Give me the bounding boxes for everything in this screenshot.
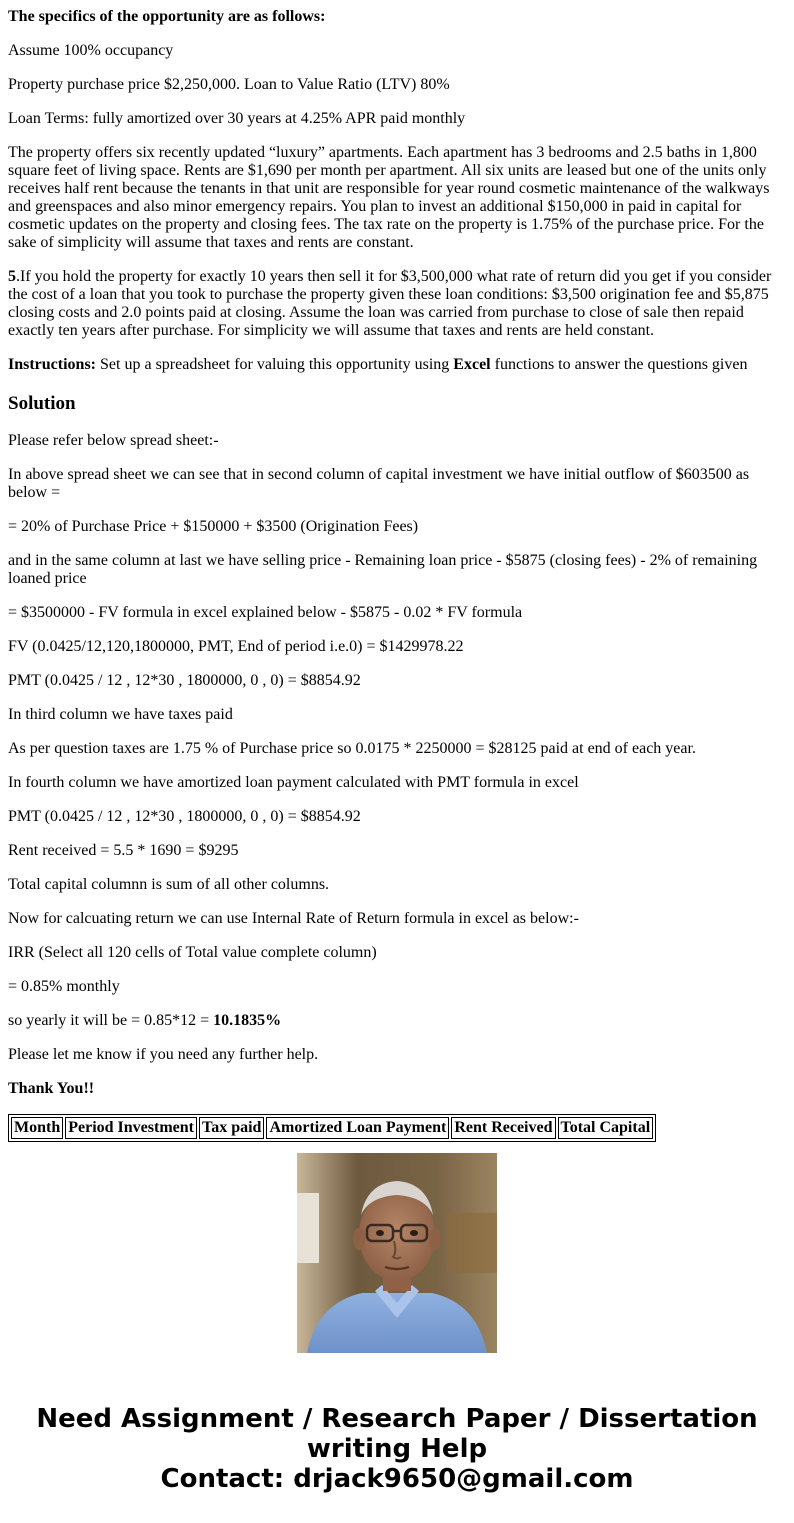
- solution-line: = 0.85% monthly: [8, 978, 120, 995]
- solution-line: IRR (Select all 120 cells of Total value complete column): [8, 944, 377, 961]
- instructions-line: Instructions: Set up a spreadsheet for valuing this opportunity using Excel functions to answer the questions given: [8, 356, 748, 373]
- purchase-line: Property purchase price $2,250,000. Loan to Value Ratio (LTV) 80%: [8, 76, 450, 93]
- solution-line: In third column we have taxes paid: [8, 706, 233, 723]
- table-header-cell: Tax paid: [199, 1117, 264, 1139]
- contact-banner: [0, 1404, 794, 1494]
- author-avatar: [297, 1153, 497, 1353]
- loan-terms-line: Loan Terms: fully amortized over 30 years at 4.25% APR paid monthly: [8, 110, 466, 127]
- table-header-cell: Period Investment: [65, 1117, 197, 1139]
- banner-line: Need Assignment / Research Paper / Dissertation: [36, 1404, 758, 1434]
- help-line: Please let me know if you need any further help.: [8, 1046, 319, 1063]
- author-portrait-image: [297, 1153, 497, 1353]
- intro-line: The specifics of the opportunity are as follows:: [8, 8, 326, 25]
- solution-line: = $3500000 - FV formula in excel explained below - $5875 - 0.02 * FV formula: [8, 604, 523, 621]
- question-number: 5: [8, 268, 16, 285]
- solution-line: Please refer below spread sheet:-: [8, 432, 219, 449]
- property-description: The property offers six recently updated “luxury” apartments. Each apartment has 3 bedrooms and 2.5 baths in 1,800 square feet of living space. Rents are $1,690 per month per apartment. All six units are leased but one of the units only receives half rent because the tenants in that unit are responsible for year round cosmetic maintenance of the walkways and greenspaces and also minor emergency repairs. You plan to invest an additional $150,000 in paid in capital for cosmetic updates on the property and closing fees. The tax rate on the property is 1.75% of the purchase price. For the sake of simplicity will assume that taxes and rents are constant.: [8, 144, 770, 251]
- solution-heading: Solution: [8, 393, 76, 414]
- thanks-line: Thank You!!: [8, 1080, 95, 1097]
- solution-line: In fourth column we have amortized loan payment calculated with PMT formula in excel: [8, 774, 579, 791]
- question-5: [8, 268, 784, 340]
- spreadsheet-table-clip: [8, 1114, 652, 1136]
- table-header-cell: Month: [11, 1117, 63, 1139]
- table-header-row: [11, 1117, 653, 1139]
- table-header-cell: Total Capital: [558, 1117, 654, 1139]
- table-header-cell: Amortized Loan Payment: [266, 1117, 449, 1139]
- banner-contact-line: Contact: drjack9650@gmail.com: [160, 1464, 634, 1494]
- solution-line: Now for calcuating return we can use Internal Rate of Return formula in excel as below:-: [8, 910, 579, 927]
- solution-line: FV (0.0425/12,120,1800000, PMT, End of period i.e.0) = $1429978.22: [8, 638, 464, 655]
- solution-line: PMT (0.0425 / 12 , 12*30 , 1800000, 0 , 0) = $8854.92: [8, 672, 361, 689]
- table-header-cell: Rent Received: [451, 1117, 555, 1139]
- solution-line: Rent received = 5.5 * 1690 = $9295: [8, 842, 239, 859]
- yearly-return-value: 10.1835%: [213, 1012, 282, 1029]
- solution-line: As per question taxes are 1.75 % of Purchase price so 0.0175 * 2250000 = $28125 paid at end of each year.: [8, 740, 696, 757]
- solution-line: Total capital columnn is sum of all other columns.: [8, 876, 330, 893]
- yearly-return-line: so yearly it will be = 0.85*12 = 10.1835%: [8, 1012, 282, 1029]
- spreadsheet-table: [8, 1114, 656, 1142]
- banner-line: writing Help: [306, 1434, 488, 1464]
- question-text: .If you hold the property for exactly 10 years then sell it for $3,500,000 what rate of return did you get if you consider the cost of a loan that you took to purchase the property given these loan conditions: $3,500 origination fee and $5,875 closing costs and 2.0 points paid at closing. Assume the loan was carried from purchase to close of sale then repaid exactly ten years after purchase. For simplicity we will assume that taxes and rents are held constant.: [8, 268, 772, 339]
- solution-line: In above spread sheet we can see that in second column of capital investment we have initial outflow of $603500 as below =: [8, 466, 750, 501]
- solution-line: = 20% of Purchase Price + $150000 + $3500 (Origination Fees): [8, 518, 419, 535]
- solution-line: and in the same column at last we have selling price - Remaining loan price - $5875 (closing fees) - 2% of remaining loaned price: [8, 552, 758, 587]
- solution-line: PMT (0.0425 / 12 , 12*30 , 1800000, 0 , 0) = $8854.92: [8, 808, 361, 825]
- occupancy-line: Assume 100% occupancy: [8, 42, 174, 59]
